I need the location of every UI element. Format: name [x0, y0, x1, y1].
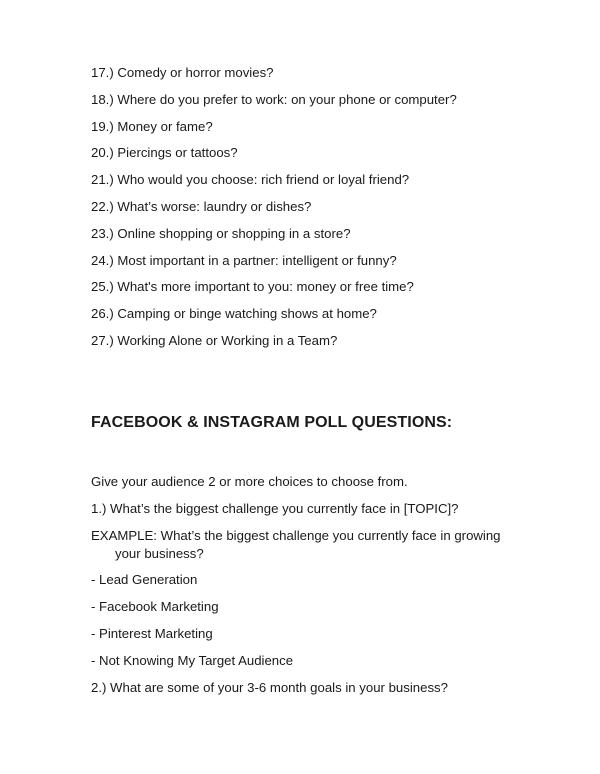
intro-text: Give your audience 2 or more choices to choose from.: [91, 474, 408, 489]
question-17: 17.) Comedy or horror movies?: [91, 65, 274, 80]
poll-section-body: [91, 473, 521, 705]
question-21: 21.) Who would you choose: rich friend or loyal friend?: [91, 172, 410, 188]
question-24: 24.) Most important in a partner: intelligent or funny?: [91, 252, 397, 268]
question-23: 23.) Online shopping or shopping in a store?: [91, 225, 351, 241]
question-20: 20.) Piercings or tattoos?: [91, 145, 238, 161]
question-18: 18.) Where do you prefer to work: on your phone or computer?: [91, 91, 457, 107]
example-line-1: EXAMPLE: What’s the biggest challenge you currently face in growing: [91, 527, 501, 543]
question-27: 27.) Working Alone or Working in a Team?: [91, 332, 338, 348]
poll-question-1: 1.) What’s the biggest challenge you currently face in [TOPIC]?: [91, 500, 459, 516]
question-25: 25.) What's more important to you: money or free time?: [91, 279, 414, 295]
option-facebook-marketing: - Facebook Marketing: [91, 599, 219, 615]
poll-question-2: 2.) What are some of your 3-6 month goals in your business?: [91, 679, 448, 695]
section-heading: FACEBOOK & INSTAGRAM POLL QUESTIONS:: [91, 414, 453, 431]
option-lead-generation: - Lead Generation: [91, 572, 198, 588]
example-text: [91, 527, 521, 563]
option-pinterest-marketing: - Pinterest Marketing: [91, 625, 213, 641]
question-22: 22.) What’s worse: laundry or dishes?: [91, 198, 312, 214]
option-target-audience: - Not Knowing My Target Audience: [91, 652, 294, 668]
question-19: 19.) Money or fame?: [91, 118, 213, 134]
example-line-2: your business?: [115, 545, 204, 561]
question-list-17-27: [91, 64, 457, 359]
question-26: 26.) Camping or binge watching shows at home?: [91, 306, 377, 322]
